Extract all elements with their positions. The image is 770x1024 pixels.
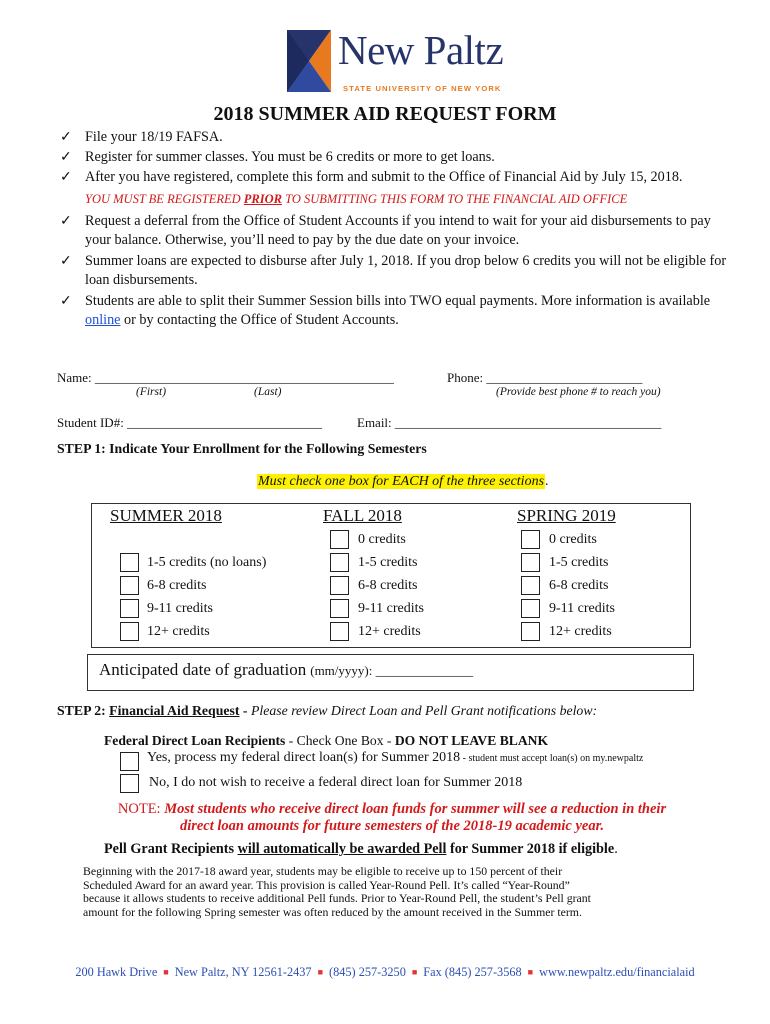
checkmark-icon: ✓ bbox=[60, 293, 72, 309]
pell-explanation: Beginning with the 2017-18 award year, students may be eligible to receive up to 150 percent of their Scheduled Award for an award year. This provision is called Year-Round Pell. It’s called “Year-Round” because it allows students to receive additional Pell funds. Prior to Year-Round Pell, the student’s Pell grant amount for the following Spring semester was often reduced by the amount received in the Summer term. bbox=[83, 864, 591, 919]
pell-heading: Pell Grant Recipients will automatically be awarded Pell for Summer 2018 if eligible. bbox=[104, 841, 618, 857]
direct-loan-heading: Federal Direct Loan Recipients - Check One Box - DO NOT LEAVE BLANK bbox=[104, 733, 549, 748]
option-label: 0 credits bbox=[358, 532, 406, 547]
online-link[interactable]: online bbox=[85, 312, 121, 328]
option-label: 12+ credits bbox=[147, 624, 210, 639]
fall-2018-heading: FALL 2018 bbox=[323, 506, 402, 525]
option-label: 9-11 credits bbox=[147, 601, 213, 616]
summer-12-plus-checkbox[interactable] bbox=[120, 622, 139, 641]
new-paltz-logo-mark bbox=[287, 30, 331, 92]
contact-footer: 200 Hawk Drive ■ New Paltz, NY 12561-2437 ■ (845) 257-3250 ■ Fax (845) 257-3568 ■ www.newpaltz.edu/financialaid bbox=[75, 965, 695, 979]
loan-yes-label: Yes, process my federal direct loan(s) for Summer 2018 - student must accept loan(s) on my.newpaltz bbox=[147, 750, 644, 765]
logo-wordmark: New Paltz bbox=[338, 27, 504, 73]
registration-warning: YOU MUST BE REGISTERED PRIOR TO SUBMITTING THIS FORM TO THE FINANCIAL AID OFFICE bbox=[85, 192, 628, 206]
step1-heading: STEP 1: Indicate Your Enrollment for the Following Semesters bbox=[57, 441, 427, 456]
spring-1-5-checkbox[interactable] bbox=[521, 553, 540, 572]
loan-no-label: No, I do not wish to receive a federal direct loan for Summer 2018 bbox=[149, 775, 523, 790]
must-check-note: Must check one box for EACH of the three sections. bbox=[258, 474, 549, 489]
option-label: 12+ credits bbox=[358, 624, 421, 639]
spring-0-checkbox[interactable] bbox=[521, 530, 540, 549]
name-field[interactable]: Name: ______________________________________________ bbox=[57, 370, 394, 385]
loan-yes-checkbox[interactable] bbox=[120, 752, 139, 771]
bullet-icon: ■ bbox=[411, 967, 418, 977]
phone-field[interactable]: Phone: ________________________ bbox=[447, 370, 643, 385]
option-label: 6-8 credits bbox=[358, 578, 418, 593]
checklist-item: ✓ Students are able to split their Summer Session bills into TWO equal payments. More information is available online or by contacting the Office of Student Accounts. bbox=[60, 293, 711, 328]
checklist-item: ✓ Request a deferral from the Office of Student Accounts if you intend to wait for your aid disbursements to pay your balance. Otherwise, you’ll need to pay by the due date on your invoice. bbox=[60, 213, 711, 248]
checklist-item: ✓ Register for summer classes. You must be 6 credits or more to get loans. bbox=[60, 149, 495, 165]
checkmark-icon: ✓ bbox=[60, 253, 72, 269]
checklist-item: ✓ Summer loans are expected to disburse after July 1, 2018. If you drop below 6 credits you will not be eligible for loan disbursements. bbox=[60, 253, 727, 288]
checkmark-icon: ✓ bbox=[60, 149, 72, 165]
first-name-hint: (First) bbox=[136, 386, 167, 398]
checkmark-icon: ✓ bbox=[60, 213, 72, 229]
form-title: 2018 SUMMER AID REQUEST FORM bbox=[213, 103, 557, 125]
instructions-checklist bbox=[60, 128, 740, 331]
checklist-item: ✓ After you have registered, complete this form and submit to the Office of Financial Aid by July 15, 2018. bbox=[60, 169, 683, 185]
graduation-field[interactable]: Anticipated date of graduation (mm/yyyy): _______________ bbox=[99, 660, 474, 679]
fall-12-plus-checkbox[interactable] bbox=[330, 622, 349, 641]
summer-2018-heading: SUMMER 2018 bbox=[110, 506, 222, 525]
option-label: 1-5 credits bbox=[549, 555, 609, 570]
summer-9-11-checkbox[interactable] bbox=[120, 599, 139, 618]
option-label: 1-5 credits (no loans) bbox=[147, 555, 267, 570]
option-label: 6-8 credits bbox=[147, 578, 207, 593]
loan-no-checkbox[interactable] bbox=[120, 774, 139, 793]
spring-6-8-checkbox[interactable] bbox=[521, 576, 540, 595]
fall-0-checkbox[interactable] bbox=[330, 530, 349, 549]
financial-aid-website-link[interactable]: www.newpaltz.edu/financialaid bbox=[539, 965, 695, 979]
bullet-icon: ■ bbox=[163, 967, 169, 977]
last-name-hint: (Last) bbox=[254, 386, 282, 398]
option-label: 6-8 credits bbox=[549, 578, 609, 593]
option-label: 1-5 credits bbox=[358, 555, 418, 570]
loan-reduction-note: NOTE: Most students who receive direct loan funds for summer will see a reduction in their direct loan amounts for future semesters of the 2018-19 academic year. bbox=[117, 801, 667, 834]
spring-12-plus-checkbox[interactable] bbox=[521, 622, 540, 641]
bullet-icon: ■ bbox=[527, 967, 534, 977]
spring-2019-heading: SPRING 2019 bbox=[517, 506, 616, 525]
bullet-icon: ■ bbox=[317, 967, 323, 977]
option-label: 9-11 credits bbox=[358, 601, 424, 616]
summer-1-5-checkbox[interactable] bbox=[120, 553, 139, 572]
option-label: 9-11 credits bbox=[549, 601, 615, 616]
phone-hint: (Provide best phone # to reach you) bbox=[496, 386, 661, 398]
spring-9-11-checkbox[interactable] bbox=[521, 599, 540, 618]
step2-heading: STEP 2: Financial Aid Request - Please review Direct Loan and Pell Grant notifications below: bbox=[57, 703, 598, 718]
fall-6-8-checkbox[interactable] bbox=[330, 576, 349, 595]
checkmark-icon: ✓ bbox=[60, 169, 72, 185]
checklist-item: ✓ File your 18/19 FAFSA. bbox=[60, 129, 223, 145]
option-label: 0 credits bbox=[549, 532, 597, 547]
student-id-field[interactable]: Student ID#: ______________________________ bbox=[57, 415, 323, 430]
fall-1-5-checkbox[interactable] bbox=[330, 553, 349, 572]
logo-subtitle: STATE UNIVERSITY OF NEW YORK bbox=[343, 84, 502, 93]
summer-6-8-checkbox[interactable] bbox=[120, 576, 139, 595]
email-field[interactable]: Email: _________________________________________ bbox=[357, 415, 662, 430]
checkmark-icon: ✓ bbox=[60, 129, 72, 145]
fall-9-11-checkbox[interactable] bbox=[330, 599, 349, 618]
option-label: 12+ credits bbox=[549, 624, 612, 639]
